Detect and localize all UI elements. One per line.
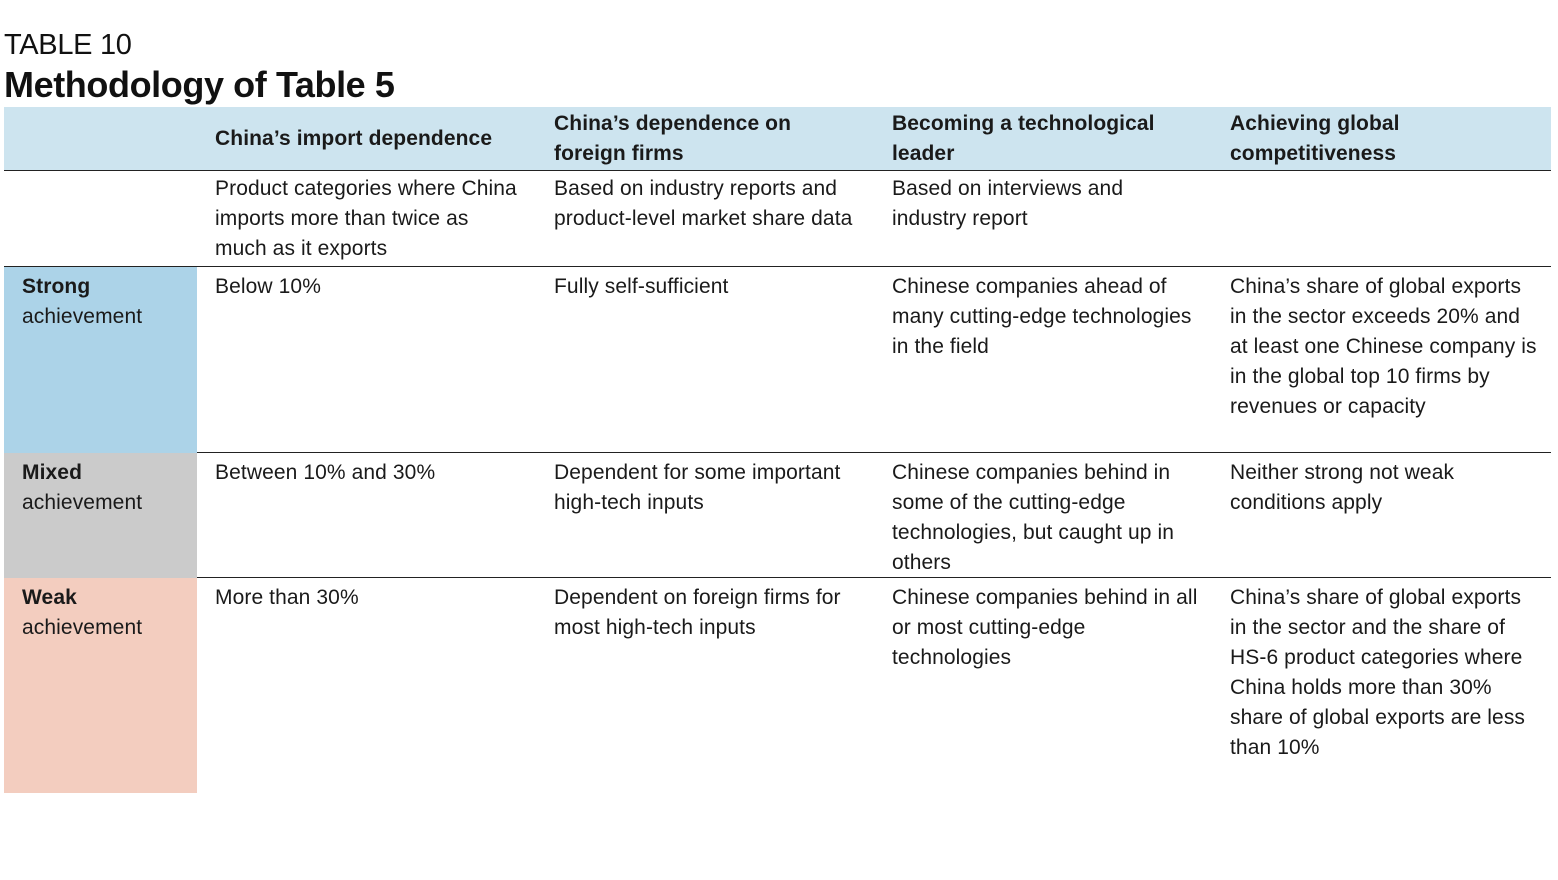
table-cell: China’s share of global exports in the sector exceeds 20% and at least one Chinese company is in the global top 10 firms by revenues or capacity (1230, 275, 1537, 418)
level-suffix: achievement (22, 491, 143, 514)
table-row-weak (4, 578, 1551, 793)
methodology-table (4, 107, 1551, 793)
table-cell: Fully self-sufficient (554, 275, 729, 298)
column-header: China’s dependence on foreign firms (554, 111, 792, 165)
column-header: China’s import dependence (215, 126, 493, 150)
table-cell: Chinese companies ahead of many cutting-edge technologies in the field (892, 275, 1192, 358)
table-row-mixed (4, 453, 1551, 578)
table-header-row (4, 107, 1551, 171)
level-label-strong (4, 267, 197, 453)
table-cell: Neither strong not weak conditions apply (1230, 461, 1455, 514)
table-cell: Dependent for some important high-tech inputs (554, 461, 841, 514)
table-cell: More than 30% (215, 586, 359, 609)
level-name: Mixed (22, 461, 83, 484)
table-label: TABLE 10 (4, 29, 132, 61)
column-description: Based on industry reports and product-level market share data (554, 177, 853, 230)
column-header: Achieving global competitiveness (1230, 111, 1400, 165)
column-header: Becoming a technological leader (892, 111, 1155, 165)
table-row-strong (4, 267, 1551, 453)
description-row (4, 171, 1551, 267)
table-cell: Between 10% and 30% (215, 461, 436, 484)
column-description: Product categories where China imports more than twice as much as it exports (215, 177, 517, 260)
table-cell: Chinese companies behind in some of the cutting-edge technologies, but caught up in others (892, 461, 1175, 574)
level-label-weak (4, 578, 197, 793)
header-corner-cell (4, 107, 197, 170)
column-description (1212, 171, 1551, 266)
table-cell: Below 10% (215, 275, 321, 298)
description-corner-cell (4, 171, 197, 266)
level-suffix: achievement (22, 305, 143, 328)
level-suffix: achievement (22, 616, 143, 639)
table-cell: Chinese companies behind in all or most cutting-edge technologies (892, 586, 1198, 669)
level-name: Weak (22, 586, 77, 609)
table-cell: China’s share of global exports in the sector and the share of HS-6 product categories where China holds more than 30% share of global exports are less than 10% (1230, 586, 1526, 759)
table-title: Methodology of Table 5 (4, 64, 395, 105)
level-label-mixed (4, 453, 197, 578)
level-name: Strong (22, 275, 91, 298)
table-cell: Dependent on foreign firms for most high-tech inputs (554, 586, 841, 639)
column-description: Based on interviews and industry report (892, 177, 1124, 230)
